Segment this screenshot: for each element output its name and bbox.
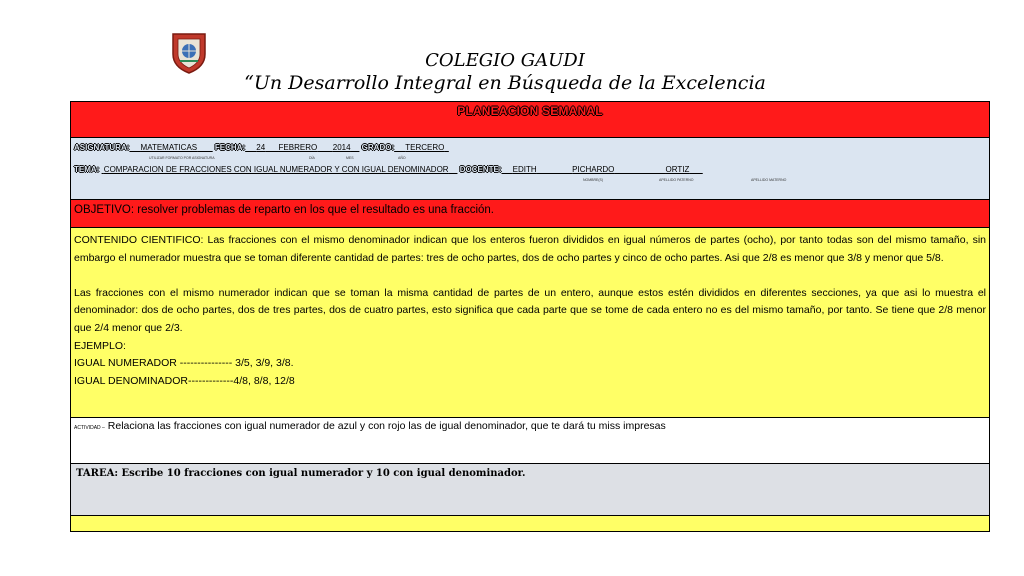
date-month: FEBRERO [278, 143, 318, 152]
tarea-text: TAREA: Escribe 10 fracciones con igual numerador y 10 con igual denominador. [76, 468, 526, 479]
hint-mes: MES [346, 156, 354, 160]
docente-name: EDITH [512, 165, 537, 174]
hint-nombre: NOMBRE(S) [583, 178, 604, 182]
ejemplo-label: EJEMPLO: [74, 339, 126, 352]
date-year: 2014 [332, 143, 351, 152]
grado-value: TERCERO [405, 143, 445, 152]
igual-denominador-line: IGUAL DENOMINADOR-------------4/8, 8/8, 12/8 [74, 374, 295, 387]
asignatura-label: ASIGNATURA: [74, 143, 130, 152]
docente-label: DOCENTE: [459, 165, 502, 174]
docente-paterno: PICHARDO [572, 165, 615, 174]
asignatura-value: MATEMATICAS [140, 143, 198, 152]
weekly-plan-table [70, 101, 990, 532]
docente-materno: ORTIZ [665, 165, 690, 174]
objetivo-text: resolver problemas de reparto en los que el resultado es una fracción. [137, 204, 494, 216]
fecha-label: FECHA: [214, 143, 246, 152]
actividad-row [71, 418, 989, 464]
objetivo-label: OBJETIVO: [74, 204, 135, 216]
igual-numerador-line: IGUAL NUMERADOR --------------- 3/5, 3/9, 3/8. [74, 357, 294, 370]
contenido-paragraph-2: Las fracciones con el mismo numerador indican que se toman la misma cantidad de partes de un entero, aunque estos estén divididos en diferentes secciones, ya que asi lo muestra el denominador: dos de ocho partes, dos de tres partes, dos de cuatro partes, esto significa que cada parte que se tome de cada entero no es del mismo tamaño, por tanto. Se tiene que 2/8 menor que 2/4 menor que 2/3. [74, 286, 986, 334]
actividad-label: ACTIVIDAD – [74, 425, 105, 431]
tema-label: TEMA: [74, 165, 100, 174]
school-motto: “Un Desarrollo Integral en Búsqueda de la Excelencia [244, 72, 766, 94]
objetivo-row [71, 200, 989, 228]
tema-value: COMPARACION DE FRACCIONES CON IGUAL NUMERADOR Y CON IGUAL DENOMINADOR [103, 165, 449, 174]
contenido-paragraph-1: CONTENIDO CIENTIFICO: Las fracciones con el mismo denominador indican que los enteros fueron divididos en igual números de partes (ocho), por tanto todas son del mismo tamaño, sin embargo el numerador muestra que se toman diferente cantidad de partes: tres de ocho partes, dos de ocho partes y cinco de ocho partes. Asi que 2/8 es menor que 3/8 y menor que 5/8. [74, 234, 986, 264]
subject-date-line [74, 142, 986, 154]
hint-paterno: APELLIDO PATERNO [659, 178, 694, 182]
hint-dia: DÍA [309, 156, 315, 160]
hint-ano: AÑO [398, 156, 406, 160]
contenido-row [71, 228, 989, 418]
footer-row [71, 516, 989, 531]
hint-format: UTILIZAR FORMATO POR ASIGNATURA [149, 156, 215, 160]
grado-label: GRADO: [361, 143, 395, 152]
date-day: 24 [256, 143, 266, 152]
plan-title: PLANEACION SEMANAL [457, 104, 603, 118]
plan-title-row [71, 102, 989, 138]
subject-info-row [71, 138, 989, 200]
tarea-row [71, 464, 989, 516]
hint-materno: APELLIDO MATERNO [751, 178, 787, 182]
actividad-text: Relaciona las fracciones con igual numerador de azul y con rojo las de igual denominador, que te dará tu miss impresas [107, 420, 666, 432]
tema-docente-line [74, 164, 986, 176]
school-name: COLEGIO GAUDI [425, 50, 585, 71]
